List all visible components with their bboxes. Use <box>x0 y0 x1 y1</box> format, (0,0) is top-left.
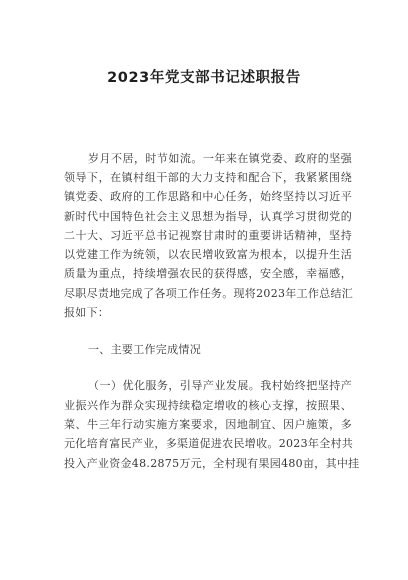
paragraph-line: 以党建工作为统领，以农民增收致富为根本，以提升生活 <box>64 248 352 261</box>
paragraph-line: 业振兴作为群众实现持续稳定增收的核心支撑，按照果、 <box>64 399 352 412</box>
document-title: 2023年党支部书记述职报告 <box>107 70 301 86</box>
paragraph-line: 质量为重点，持续增强农民的获得感，安全感，幸福感， <box>64 267 352 280</box>
paragraph-line: 菜、牛三年行动实施方案要求，因地制宜、因户施策，多 <box>64 418 352 431</box>
paragraph-line: 岁月不居，时节如流。一年来在镇党委、政府的坚强 <box>88 152 352 165</box>
paragraph-line: 尽职尽责地完成了各项工作任务。现将2023年工作总结汇 <box>64 287 354 300</box>
paragraph-line: 投入产业资金48.2875万元，全村现有果园480亩，其中挂 <box>64 457 360 470</box>
paragraph-line: 领导下，在镇村组干部的大力支持和配合下，我紧紧围绕 <box>64 171 352 184</box>
paragraph-line: 新时代中国特色社会主义思想为指导，认真学习贯彻党的 <box>64 210 352 223</box>
paragraph-line: （一）优化服务，引导产业发展。我村始终把坚持产 <box>88 379 352 392</box>
paragraph-line: 镇党委、政府的工作思路和中心任务，始终坚持以习近平 <box>64 190 352 203</box>
paragraph-line: 二十大、习近平总书记视察甘肃时的重要讲话精神，坚持 <box>64 229 352 242</box>
section-heading: 一、主要工作完成情况 <box>88 343 201 356</box>
paragraph-line: 报如下： <box>64 306 110 319</box>
paragraph-line: 元化培育富民产业，多渠道促进农民增收。2023年全村共 <box>64 437 354 450</box>
